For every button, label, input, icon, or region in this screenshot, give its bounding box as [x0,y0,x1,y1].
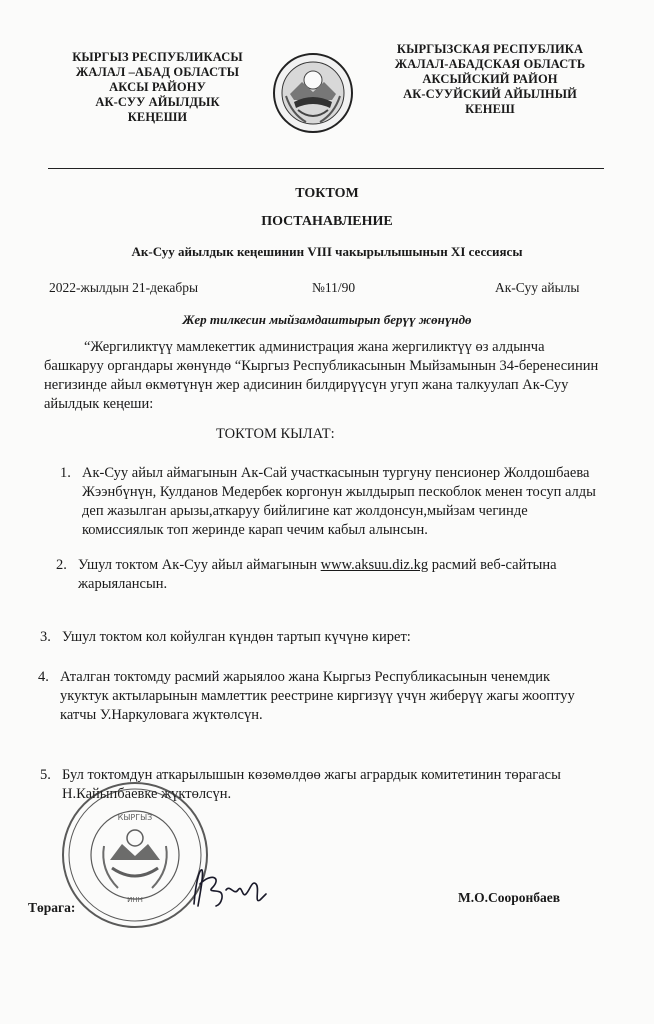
item-line: деп жазылган арызы,аткаруу бийлигине кат жолдонсун,мыйзам чегинде [82,503,528,519]
header-left-line: КЫРГЫЗ РЕСПУБЛИКАСЫ [72,50,243,64]
signature-icon [186,860,272,916]
header-left-block [55,50,260,125]
header-left-line: АКСЫ РАЙОНУ [109,80,206,94]
header-right-line: КЕНЕШ [465,102,515,116]
item-line: комиссиялык топ жеринде карап чечим кабыл алынсын. [82,522,428,538]
item-number: 2. [56,557,67,573]
svg-text:КЫРГЫЗ: КЫРГЫЗ [117,813,153,822]
item-line: катчы У.Наркуловага жүктөлсүн. [60,707,263,723]
item-line: Ак-Суу айыл аймагынын Ак-Сай участкасынын тургуну пенсионер Жолдошбаева [82,465,590,481]
svg-text:ИНН: ИНН [127,896,143,904]
header-divider [48,168,604,169]
header-left-line: АК-СУУ АЙЫЛДЫК [95,95,220,109]
preamble [44,338,604,414]
signer-name: М.О.Сооронбаев [458,890,561,905]
item-text: расмий веб-сайтына [428,557,557,573]
preamble-line: негизинде айыл өкмөтүнүн жер адисинин билдирүүсүн угуп жана талкуулап Ак-Суу [44,377,569,393]
header-right-line: ЖАЛАЛ-АБАДСКАЯ ОБЛАСТЬ [394,57,586,71]
item-number: 1. [60,465,71,481]
preamble-line: айылдык кеңеши: [44,396,154,412]
item-line [78,556,557,575]
preamble-line: “Жергиликтүү мамлекеттик администрация жана жергиликтүү өз алдынча [84,339,545,355]
header-right-line: АКСЫЙСКИЙ РАЙОН [422,72,558,86]
website-link[interactable]: www.aksuu.diz.kg [320,557,429,573]
decision-place: Ак-Суу айылы [495,280,580,295]
item-line: Аталган токтомду расмий жарыялоо жана Кыргыз Республикасынын ченемдик [60,669,551,685]
decision-number: №11/90 [312,280,356,295]
header-left-line: ЖАЛАЛ –АБАД ОБЛАСТЫ [75,65,240,79]
header-right-block [380,42,600,117]
item-number: 5. [40,767,51,783]
document-title-kg: ТОКТОМ [295,186,359,201]
header-right-line: АК-СУУЙСКИЙ АЙЫЛНЫЙ [403,87,577,101]
item-number: 4. [38,669,49,685]
item-line: жарыялансын. [78,576,168,592]
decree-heading: ТОКТОМ КЫЛАТ: [216,426,335,442]
item-line: укуктук актыларынын мамлеттик реестрине киргизүү үчүн жиберүү жагы жооптуу [60,688,575,704]
preamble-line: башкаруу органдары жөнүндө “Кыргыз Республикасынын Мыйзамынын 34-беренесинин [44,358,599,374]
decision-date: 2022-жылдын 21-декабры [49,280,199,295]
document-title-ru: ПОСТАНАВЛЕНИЕ [261,214,393,229]
item-line: Ушул токтом кол койулган күндөн тартып күчүнө кирет: [62,629,411,645]
item-line: Н.Кайыпбаевке жүктөлсүн. [62,786,232,802]
item-text: Ушул токтом Ак-Суу айыл аймагынын [78,557,321,573]
item-number: 3. [40,629,51,645]
item-line: Жээнбүнүн, Кулданов Медербек коргонун жылдырып пескоблок менен тосуп алды [82,484,596,500]
item-line: Бул токтомдун аткарылышын көзөмөлдөө жагы агрардык комитетинин төрагасы [62,767,561,783]
session-line: Ак-Суу айылдык кеңешинин VIII чакырылышынын XI сессиясы [131,244,523,259]
state-emblem-icon [272,52,354,134]
decision-subject: Жер тилкесин мыйзамдаштырып берүү жөнүндө [182,312,472,327]
header-right-line: КЫРГЫЗСКАЯ РЕСПУБЛИКА [396,42,584,56]
chair-label: Төрага: [28,900,76,915]
header-left-line: КЕҢЕШИ [127,110,188,124]
